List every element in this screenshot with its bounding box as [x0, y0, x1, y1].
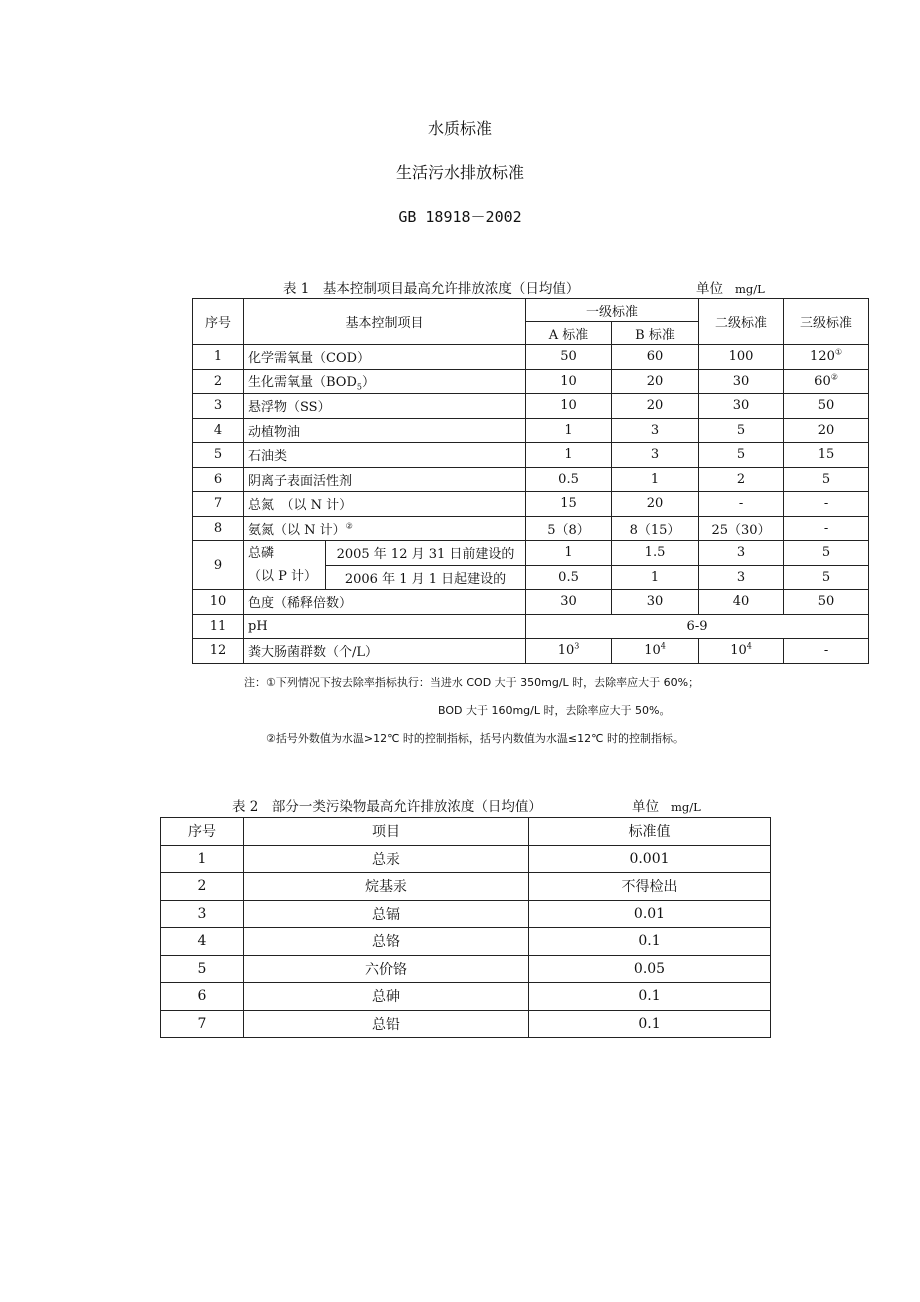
cell-a: 10 [526, 394, 612, 419]
cell-b: 3 [612, 418, 699, 443]
table2-header-row [161, 818, 771, 846]
cell-value: 0.1 [529, 928, 771, 956]
table1-caption [283, 277, 765, 297]
footnote-mark: ② [830, 372, 838, 382]
table-row [161, 983, 771, 1011]
table1-header-no: 序号 [193, 299, 244, 345]
cell-base: 10 [644, 643, 661, 659]
table-row [193, 394, 869, 419]
table2-unit-label: 单位 [632, 799, 659, 815]
cell-a: 5（8） [526, 516, 612, 541]
table2-unit-value: mg/L [671, 800, 701, 814]
table-row [193, 492, 869, 517]
cell-value: 0.1 [529, 983, 771, 1011]
cell-grade2: 30 [699, 394, 784, 419]
cell-item: 粪大肠菌群数（个/L） [244, 639, 526, 664]
cell-no: 7 [161, 1010, 244, 1038]
table2 [160, 817, 771, 1038]
cell-grade3: - [784, 639, 869, 664]
cell-subitem: 2005 年 12 月 31 日前建设的 [326, 541, 526, 566]
cell-grade2: - [699, 492, 784, 517]
table2-caption-text: 表 2 部分一类污染物最高允许排放浓度（日均值） [232, 799, 542, 815]
cell-value: 0.1 [529, 1010, 771, 1038]
table-row [193, 345, 869, 370]
table-row [161, 873, 771, 901]
cell-grade2: 3 [699, 541, 784, 566]
cell-value: 0.001 [529, 845, 771, 873]
standard-code: GB 18918－2002 [398, 208, 522, 226]
cell-b: 60 [612, 345, 699, 370]
cell-item: 悬浮物（SS） [244, 394, 526, 419]
table-row [193, 541, 869, 566]
document-title: 水质标准 [427, 119, 492, 138]
table1-header-a: A 标准 [526, 322, 612, 345]
cell-no: 11 [193, 614, 244, 639]
cell-a: 1 [526, 443, 612, 468]
table1-header-b: B 标准 [612, 322, 699, 345]
cell-item-line1: 总磷 [248, 546, 275, 561]
exponent: 4 [660, 641, 666, 651]
cell-a: 0.5 [526, 565, 612, 590]
cell-no: 8 [193, 516, 244, 541]
cell-item: 动植物油 [244, 418, 526, 443]
cell-no: 1 [161, 845, 244, 873]
cell-no: 5 [193, 443, 244, 468]
cell-item: 总汞 [244, 845, 529, 873]
cell-a: 50 [526, 345, 612, 370]
cell-grade2: 100 [699, 345, 784, 370]
cell-item: 石油类 [244, 443, 526, 468]
cell-value: 60 [814, 373, 831, 389]
table1-unit-label: 单位 [696, 281, 723, 297]
cell-grade3: 5 [784, 541, 869, 566]
cell-value: 不得检出 [529, 873, 771, 901]
cell-no: 3 [161, 900, 244, 928]
cell-a: 30 [526, 590, 612, 615]
note-line-3: ②括号外数值为水温>12℃ 时的控制指标，括号内数值为水温≤12℃ 时的控制指标。 [266, 732, 684, 745]
table1-unit [696, 277, 765, 297]
table1-header-item: 基本控制项目 [244, 299, 526, 345]
note-line-1: 注：①下列情况下按去除率指标执行：当进水 COD 大于 350mg/L 时，去除率应大于 60%； [244, 676, 700, 689]
cell-no: 4 [193, 418, 244, 443]
cell-no: 3 [193, 394, 244, 419]
cell-no: 2 [161, 873, 244, 901]
cell-grade3: - [784, 516, 869, 541]
table-row [193, 418, 869, 443]
cell-grade2: 5 [699, 418, 784, 443]
cell-item: 总砷 [244, 983, 529, 1011]
cell-subitem: 2006 年 1 月 1 日起建设的 [326, 565, 526, 590]
cell-no: 2 [193, 369, 244, 394]
table2-header-item: 项目 [244, 818, 529, 846]
cell-no: 12 [193, 639, 244, 664]
table-row [193, 369, 869, 394]
cell-item: 阴离子表面活性剂 [244, 467, 526, 492]
cell-item [244, 369, 526, 394]
cell-grade3 [784, 345, 869, 370]
cell-b: 1 [612, 565, 699, 590]
table1-header-grade2: 二级标准 [699, 299, 784, 345]
cell-no: 4 [161, 928, 244, 956]
table-row [193, 516, 869, 541]
cell-item: 烷基汞 [244, 873, 529, 901]
table1-header-row [193, 299, 869, 322]
cell-item [244, 516, 526, 541]
cell-grade3 [784, 369, 869, 394]
cell-item: 总铅 [244, 1010, 529, 1038]
cell-no: 7 [193, 492, 244, 517]
cell-value: 120 [810, 349, 835, 365]
cell-no: 10 [193, 590, 244, 615]
cell-a: 1 [526, 541, 612, 566]
cell-item-text: 生化需氧量（BOD [248, 374, 357, 390]
table-row [193, 443, 869, 468]
subscript: 5 [356, 382, 362, 392]
table-row [161, 955, 771, 983]
table-row [161, 928, 771, 956]
cell-item: 总镉 [244, 900, 529, 928]
cell-item-text: 氨氮（以 N 计） [248, 522, 346, 538]
cell-grade2: 40 [699, 590, 784, 615]
cell-a: 10 [526, 369, 612, 394]
cell-grade3: 5 [784, 565, 869, 590]
cell-b: 20 [612, 369, 699, 394]
cell-value: 0.01 [529, 900, 771, 928]
cell-base: 10 [730, 643, 747, 659]
cell-grade2: 25（30） [699, 516, 784, 541]
table-row [161, 900, 771, 928]
cell-item: pH [244, 614, 526, 639]
cell-a: 15 [526, 492, 612, 517]
cell-grade3: - [784, 492, 869, 517]
table1-caption-text: 表 1 基本控制项目最高允许排放浓度（日均值） [283, 281, 580, 297]
cell-grade2 [699, 639, 784, 664]
table2-caption [232, 795, 701, 815]
cell-grade3: 15 [784, 443, 869, 468]
cell-grade3: 5 [784, 467, 869, 492]
cell-grade3: 50 [784, 590, 869, 615]
table-row [193, 614, 869, 639]
exponent: 4 [746, 641, 752, 651]
cell-no: 6 [161, 983, 244, 1011]
footnote-mark: ① [834, 347, 843, 357]
exponent: 3 [574, 641, 580, 651]
cell-a: 1 [526, 418, 612, 443]
cell-item: 六价铬 [244, 955, 529, 983]
cell-b: 1.5 [612, 541, 699, 566]
cell-no: 6 [193, 467, 244, 492]
cell-no: 9 [193, 541, 244, 590]
table1-header-grade1: 一级标准 [526, 299, 699, 322]
cell-no: 5 [161, 955, 244, 983]
cell-b: 3 [612, 443, 699, 468]
table2-header-no: 序号 [161, 818, 244, 846]
cell-grade2: 3 [699, 565, 784, 590]
cell-b: 1 [612, 467, 699, 492]
cell-base: 10 [557, 643, 575, 659]
table1-unit-value: mg/L [735, 282, 765, 296]
cell-b: 30 [612, 590, 699, 615]
cell-grade2: 2 [699, 467, 784, 492]
table-row [193, 639, 869, 664]
cell-a: 0.5 [526, 467, 612, 492]
cell-no: 1 [193, 345, 244, 370]
table-row [193, 590, 869, 615]
cell-value-span: 6-9 [526, 614, 869, 639]
table1-header-grade3: 三级标准 [784, 299, 869, 345]
footnote-mark: ② [345, 521, 353, 531]
cell-grade3: 20 [784, 418, 869, 443]
table-row [161, 1010, 771, 1038]
document-subtitle: 生活污水排放标准 [395, 163, 524, 182]
cell-b: 8（15） [612, 516, 699, 541]
cell-b [612, 639, 699, 664]
cell-a [526, 639, 612, 664]
table2-unit [632, 795, 701, 815]
cell-b: 20 [612, 394, 699, 419]
cell-item-end: ） [361, 374, 375, 390]
cell-item [244, 541, 326, 590]
cell-item: 色度（稀释倍数） [244, 590, 526, 615]
cell-item: 总氮 （以 N 计） [244, 492, 526, 517]
cell-value: 0.05 [529, 955, 771, 983]
table1 [192, 298, 869, 664]
table-row [193, 467, 869, 492]
cell-item-line2: （以 P 计） [248, 569, 318, 584]
cell-item: 化学需氧量（COD） [244, 345, 526, 370]
table-row [161, 845, 771, 873]
cell-grade2: 5 [699, 443, 784, 468]
cell-grade2: 30 [699, 369, 784, 394]
table2-header-value: 标准值 [529, 818, 771, 846]
cell-b: 20 [612, 492, 699, 517]
cell-item: 总铬 [244, 928, 529, 956]
cell-grade3: 50 [784, 394, 869, 419]
note-line-2: BOD 大于 160mg/L 时，去除率应大于 50%。 [438, 704, 671, 717]
